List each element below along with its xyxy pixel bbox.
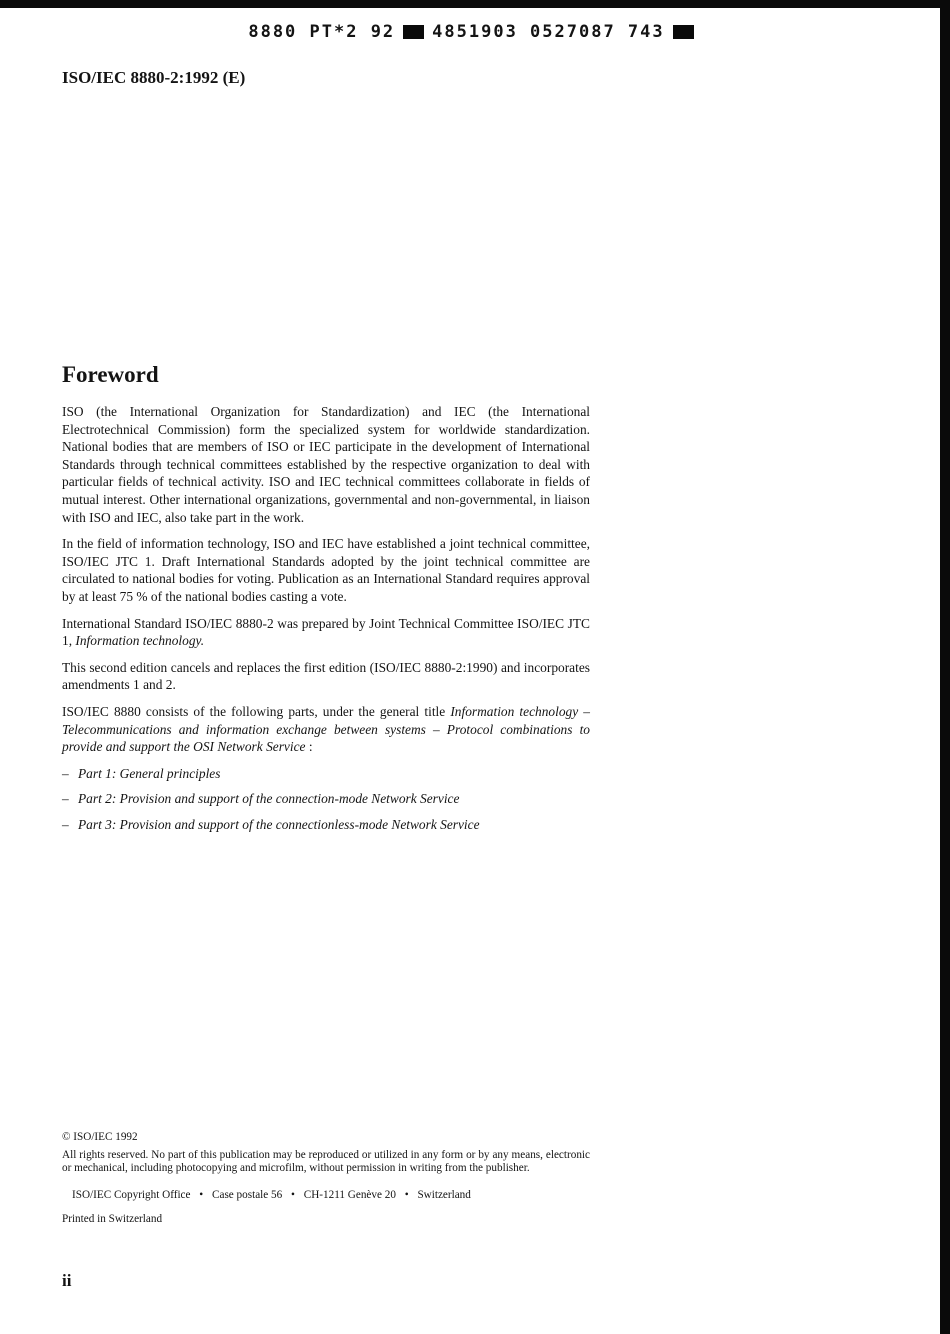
page-number: ii <box>62 1271 72 1290</box>
office-city: CH-1211 Genève 20 <box>303 1188 396 1201</box>
part-title: Part 3: Provision and support of the connectionless-mode Network Service <box>78 816 480 832</box>
paragraph-parts-intro <box>62 703 590 756</box>
rights-notice: All rights reserved. No part of this publication may be reproduced or utilized in any form or by any means, electronic or mechanical, including photocopying and microfilm, without permission in writing from the publisher. <box>62 1149 590 1175</box>
prepared-by-text: International Standard ISO/IEC 8880-2 was prepared by Joint Technical Committee ISO/IEC JTC 1, <box>62 615 590 649</box>
copyright-office-address <box>72 1189 590 1202</box>
committee-title: Information technology. <box>75 633 205 649</box>
list-item: – Part 3: Provision and support of the connectionless-mode Network Service <box>62 816 480 832</box>
office-postal: Case postale 56 <box>212 1188 283 1201</box>
parts-intro-colon: : <box>308 739 313 755</box>
scan-block-mark <box>673 25 694 39</box>
scan-header-code <box>0 20 950 44</box>
bullet-separator: • <box>291 1188 295 1201</box>
foreword-title: Foreword <box>62 362 159 387</box>
office-country: Switzerland <box>417 1188 471 1201</box>
foreword-body <box>62 403 590 841</box>
scan-block-mark <box>403 25 424 39</box>
bullet-separator: • <box>404 1188 409 1201</box>
part-title: Part 2: Provision and support of the connection-mode Network Service <box>78 791 460 807</box>
scan-right-edge <box>940 0 950 1334</box>
paragraph-jtc1: In the field of information technology, ISO and IEC have established a joint technical committee, ISO/IEC JTC 1. Draft International Standards adopted by the joint technical committee are circulated to national bodies for voting. Publication as an International Standard requires approval by at least 75 % of the national bodies casting a vote. <box>62 536 590 604</box>
copyright-line: © ISO/IEC 1992 <box>62 1131 138 1143</box>
scan-code-2: 4851903 0527087 743 <box>432 22 665 42</box>
document-id: ISO/IEC 8880-2:1992 (E) <box>62 68 246 87</box>
scan-code-1: 8880 PT*2 92 <box>248 22 396 42</box>
office-name: ISO/IEC Copyright Office <box>72 1188 191 1201</box>
parts-intro-text: ISO/IEC 8880 consists of the following parts, under the general title <box>62 703 446 719</box>
scan-top-edge <box>0 0 950 8</box>
bullet-separator: • <box>199 1188 204 1201</box>
parts-list <box>62 765 590 834</box>
general-title: Information technology – Telecommunications and information exchange between systems – Protocol combinations to provide and support the OSI Network Service <box>62 703 590 755</box>
copyright-block <box>62 1131 590 1226</box>
list-item: – Part 2: Provision and support of the connection-mode Network Service <box>62 791 460 807</box>
paragraph-iso-iec: ISO (the International Organization for Standardization) and IEC (the International Electrotechnical Commission) form the specialized system for worldwide standardization. National bodies that are members of ISO or IEC participate in the development of International Standards through technical committees established by the respective organization to deal with particular fields of technical activity. ISO and IEC technical committees collaborate in fields of mutual interest. Other international organizations, governmental and non-governmental, in liaison with ISO and IEC, also take part in the work. <box>62 404 590 525</box>
paragraph-prepared-by <box>62 615 590 650</box>
part-title: Part 1: General principles <box>78 765 221 781</box>
list-item: – Part 1: General principles <box>62 765 221 781</box>
paragraph-edition: This second edition cancels and replaces the first edition (ISO/IEC 8880-2:1990) and incorporates amendments 1 and 2. <box>62 659 590 693</box>
printed-in: Printed in Switzerland <box>62 1212 163 1225</box>
